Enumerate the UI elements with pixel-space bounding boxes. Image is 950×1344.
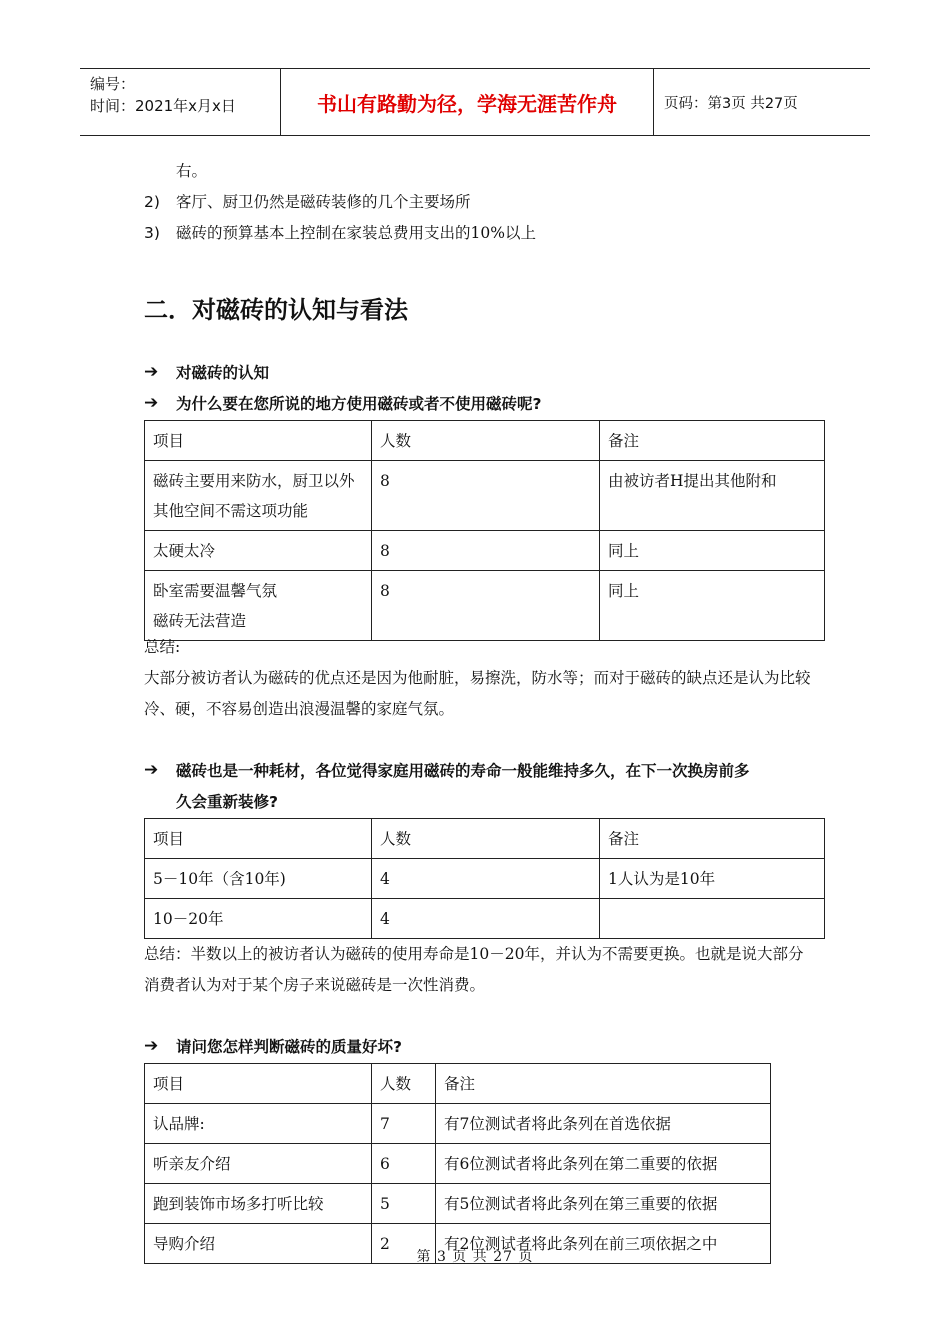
table-header-row [145,421,825,461]
table-cell: 磁砖主要用来防水，厨卫以外其他空间不需这项功能 [145,461,372,531]
table-cell: 6 [372,1144,436,1184]
quality-judgement-table [144,1063,771,1264]
usage-reason-table [144,420,825,641]
list-item-number: 2) [144,193,160,211]
table-cell: 5－10年（含10年) [145,859,372,899]
arrow-bullet-icon: ➔ [144,393,159,413]
table-cell: 导购介绍 [145,1224,372,1264]
table-header-cell: 项目 [145,421,372,461]
table-cell: 有6位测试者将此条列在第二重要的依据 [436,1144,771,1184]
question-heading: 请问您怎样判断磁砖的质量好坏? [176,1038,402,1056]
table-cell: 10－20年 [145,899,372,939]
table-header-cell: 备注 [600,421,825,461]
table-cell: 太硬太冷 [145,531,372,571]
table-row [145,1184,771,1224]
table-cell: 同上 [600,531,825,571]
subsection-heading: 对磁砖的认知 [176,364,270,382]
list-continuation: 右。 [176,162,208,180]
table-row [145,859,825,899]
list-item-number: 3) [144,224,160,242]
page-footer: 第 3 页 共 27 页 [416,1249,534,1265]
question-heading-continued: 久会重新装修? [176,793,278,811]
table-cell: 1人认为是10年 [600,859,825,899]
table-cell: 2 [372,1224,436,1264]
summary-label: 总结: [144,638,181,656]
table-row [145,461,825,531]
table-cell: 有7位测试者将此条列在首选依据 [436,1104,771,1144]
list-item-text: 磁砖的预算基本上控制在家装总费用支出的10%以上 [176,224,536,242]
time-label: 时间：2021年x月x日 [90,97,236,115]
header-page-code: 页码：第3页 共27页 [664,95,798,112]
table-header-cell: 备注 [436,1064,771,1104]
table-header-cell: 备注 [600,819,825,859]
table-row [145,1104,771,1144]
question-heading: 磁砖也是一种耗材，各位觉得家庭用磁砖的寿命一般能维持多久，在下一次换房前多 [176,762,750,780]
table-cell: 8 [372,571,600,641]
summary-paragraph: 大部分被访者认为磁砖的优点还是因为他耐脏，易擦洗，防水等；而对于磁砖的缺点还是认为比较冷、硬，不容易创造出浪漫温馨的家庭气氛。 [144,669,811,718]
list-item-text: 客厅、厨卫仍然是磁砖装修的几个主要场所 [176,193,471,211]
table-cell: 由被访者H提出其他附和 [600,461,825,531]
table-cell: 7 [372,1104,436,1144]
section-title: 二．对磁砖的认知与看法 [144,296,408,324]
summary-paragraph: 总结：半数以上的被访者认为磁砖的使用寿命是10－20年，并认为不需要更换。也就是说大部分消费者认为对于某个房子来说磁砖是一次性消费。 [144,945,804,994]
arrow-bullet-icon: ➔ [144,1036,159,1056]
table-row [145,899,825,939]
table-cell: 5 [372,1184,436,1224]
table-header-cell: 人数 [372,819,600,859]
table-cell: 4 [372,899,600,939]
page-header [80,68,870,136]
table-cell [600,899,825,939]
table-cell: 8 [372,461,600,531]
table-row [145,571,825,641]
table-cell: 听亲友介绍 [145,1144,372,1184]
code-label: 编号： [90,75,136,93]
table-row [145,1144,771,1184]
table-header-cell: 人数 [372,1064,436,1104]
arrow-bullet-icon: ➔ [144,760,159,780]
table-row [145,531,825,571]
table-cell: 跑到装饰市场多打听比较 [145,1184,372,1224]
table-cell: 同上 [600,571,825,641]
table-header-cell: 人数 [372,421,600,461]
header-motto: 书山有路勤为径，学海无涯苦作舟 [281,69,654,135]
table-cell: 卧室需要温馨气氛 磁砖无法营造 [145,571,372,641]
header-meta [80,69,281,135]
table-cell: 有5位测试者将此条列在第三重要的依据 [436,1184,771,1224]
table-header-cell: 项目 [145,1064,372,1104]
table-cell: 4 [372,859,600,899]
arrow-bullet-icon: ➔ [144,362,159,382]
table-header-row [145,819,825,859]
lifespan-table [144,818,825,939]
table-cell: 有2位测试者将此条列在前三项依据之中 [436,1224,771,1264]
question-heading: 为什么要在您所说的地方使用磁砖或者不使用磁砖呢? [176,395,542,413]
table-header-cell: 项目 [145,819,372,859]
table-cell: 8 [372,531,600,571]
table-header-row [145,1064,771,1104]
table-cell: 认品牌: [145,1104,372,1144]
